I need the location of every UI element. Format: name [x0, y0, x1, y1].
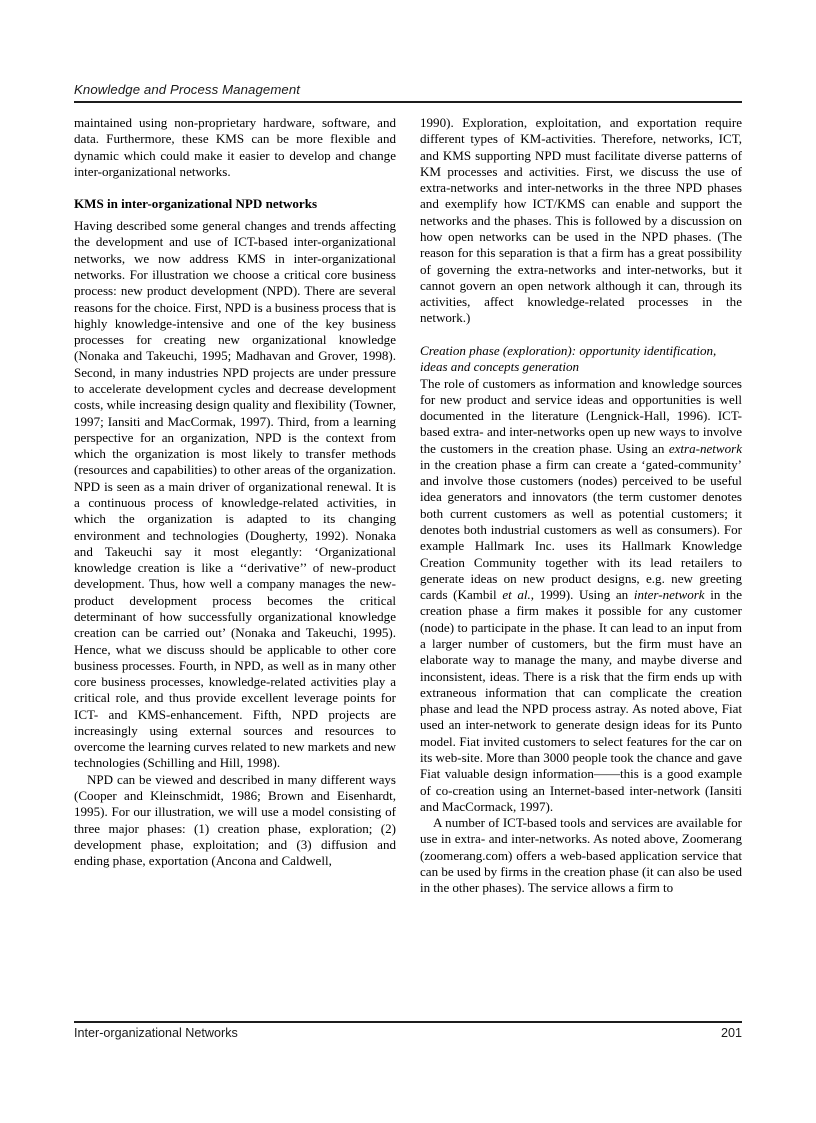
- left-paragraph-2: Having described some general changes and trends affecting the development and use of ICT-based inter-organizational networks, we now address KMS in inter-organizational networks. For illustration we choose a critical core business process: new product development (NPD). There are several reasons for the choice. First, NPD is a business process that is highly knowledge-intensive and one of the key business processes for creating new organizational knowledge (Nonaka and Takeuchi, 1995; Madhavan and Grover, 1998). Second, in many industries NPD projects are under pressure to accelerate development cycles and decrease development costs, while increasing design quality and flexibility (Towner, 1997; Iansiti and MacCormak, 1997). Third, from a learning perspective for an organization, NPD is the context from which the organization is most likely to transfer methods (resources and capabilities) to other areas of the organization. NPD is seen as a main driver of organizational renewal. It is a continuous process of knowledge-related activities, in which the organization is adapted to its changing environment and technologies (Dougherty, 1992). Nonaka and Takeuchi say it most elegantly: ‘Organizational knowledge creation is like a ‘‘derivative’’ of new-product development. Thus, how well a company manages the new-product development process becomes the critical determinant of how successfully organizational knowledge creation can be carried out’ (Nonaka and Takeuchi, 1995). Hence, what we discuss should be applicable to other core business processes. Fourth, in NPD, as well as in many other core business processes, knowledge-related activities play a critical role, and thus provide excellent leverage points for ICT- and KMS-enhancement. Fifth, NPD projects are increasingly using external sources and resources to overcome the learning curves related to new markets and new technologies (Schilling and Hill, 1998).: [74, 218, 396, 771]
- footer-rule: [74, 1021, 742, 1023]
- two-column-body: [74, 115, 742, 1012]
- right-paragraph-1: 1990). Exploration, exploitation, and exportation require different types of KM-activities. Therefore, networks, ICT, and KMS supporting NPD must facilitate diverse patterns of KM processes and activities. First, we discuss the use of extra-networks and inter-networks in the three NPD phases and exemplify how ICT/KMS can enable and support the networks and the phases. This is followed by a discussion on how open networks can be used in the NPD phases. (The reason for this separation is that a firm has a great possibility of governing the extra-networks and inter-networks, but it cannot govern an open network although it can, through its activities, affect knowledge-related processes in the network.): [420, 115, 742, 326]
- subheading-line-2: ideas and concepts generation: [420, 359, 580, 375]
- section-heading-kms-npd: KMS in inter-organizational NPD networks: [74, 196, 318, 212]
- footer-page-number: 201: [720, 1026, 742, 1040]
- right-paragraph-2-part-d: in the creation phase a firm makes it possible for any customer (node) to participate in the phase. It can lead to an input from a larger number of customers, but the firm must have an elaborate way to manage the many, and maybe diverse and inconsistent, ideas. There is a risk that the firm ends up with extraneous information that can complicate the creation phase and lead the NPD process astray. As noted above, Fiat used an inter-network to generate design ideas for its Punto model. Fiat invited customers to select features for the car on its web-site. More than 3000 people took the chance and gave Fiat valuable design information——this is a good example of co-creation using an Internet-based inter-network (Iansiti and MacCormack, 1997).: [420, 587, 742, 814]
- right-paragraph-2-italic-extra-network: extra-network: [668, 440, 742, 456]
- subheading-line-1: Creation phase (exploration): opportunity identification,: [420, 342, 717, 358]
- right-paragraph-2-part-a: The role of customers as information and knowledge sources for new product and service ideas and opportunities is well documented in the literature (Lengnick-Hall, 1996). ICT-based extra- and inter-networks open up new ways to involve the customers in the creation phase. Using an: [420, 375, 742, 456]
- header-rule: [74, 101, 742, 103]
- right-paragraph-2: [420, 376, 742, 816]
- spacer: [420, 327, 742, 343]
- right-column: [420, 115, 742, 1012]
- spacer: [74, 180, 396, 196]
- running-head-journal-title: Knowledge and Process Management: [74, 82, 301, 97]
- subheading-creation-phase: [420, 343, 742, 376]
- footer-article-title: Inter-organizational Networks: [74, 1026, 238, 1040]
- right-paragraph-2-part-b: in the creation phase a firm can create a ‘gated-community’ and involve those customers (nodes) perceived to be useful idea generators and innovators (the term customer denotes both current customers as well as potential customers; it denotes both industrial customers as well as consumers). For example Hallmark Inc. uses its Hallmark Knowledge Creation Community together with its lead retailers to generate ideas on new product designs, e.g. new greeting cards (Kambil: [420, 456, 742, 603]
- right-paragraph-2-italic-et-al: et al.: [502, 587, 531, 603]
- left-paragraph-3: NPD can be viewed and described in many different ways (Cooper and Kleinschmidt, 1986; Brown and Eisenhardt, 1995). For our illustration, we will use a model consisting of three major phases: (1) creation phase, exploration; (2) development phase, exploitation; and (3) diffusion and ending phase, exportation (Ancona and Caldwell,: [74, 771, 396, 869]
- left-column: [74, 115, 396, 1012]
- right-paragraph-2-part-c: , 1999). Using an: [530, 587, 634, 603]
- right-paragraph-3: A number of ICT-based tools and services are available for use in extra- and inter-networks. As noted above, Zoomerang (zoomerang.com) offers a web-based application service that can be used by firms in the creation phase (it can also be used in the other phases). The service allows a firm to: [420, 815, 742, 896]
- left-paragraph-1: maintained using non-proprietary hardware, software, and data. Furthermore, these KMS can be more flexible and dynamic which could make it easier to develop and change inter-organizational networks.: [74, 115, 396, 179]
- page-footer: [74, 1026, 742, 1040]
- right-paragraph-2-italic-inter-network: inter-network: [633, 587, 705, 603]
